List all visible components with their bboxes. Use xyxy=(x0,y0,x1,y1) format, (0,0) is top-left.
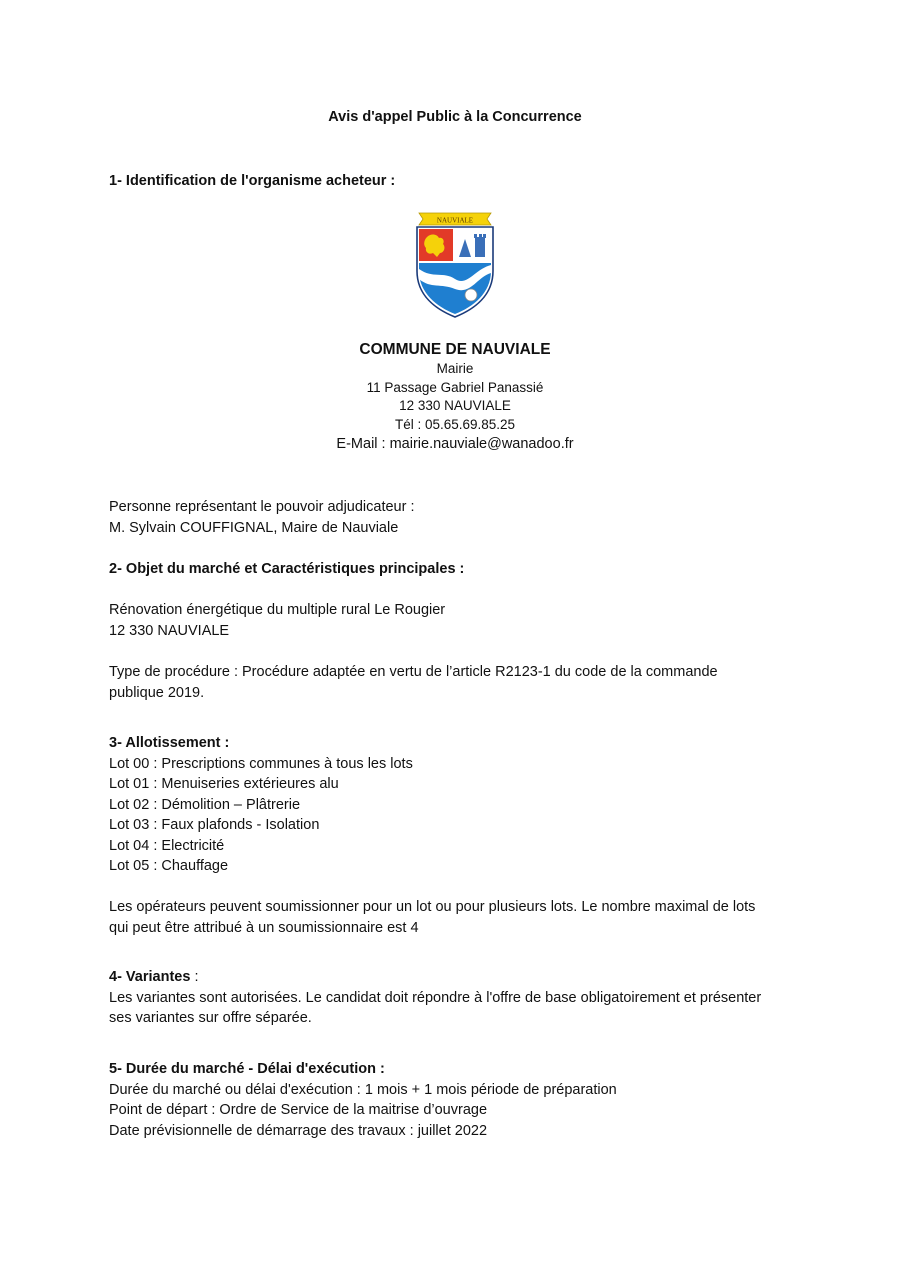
section4-heading-line xyxy=(109,967,809,988)
commune-office: Mairie xyxy=(436,361,474,376)
lot-item: Lot 05 : Chauffage xyxy=(109,858,229,874)
document-title: Avis d'appel Public à la Concurrence xyxy=(328,109,582,125)
object-line-1: Rénovation énergétique du multiple rural Le Rougier xyxy=(109,602,446,618)
variants-line-1: Les variantes sont autorisées. Le candidat doit répondre à l'offre de base obligatoirement et présenter xyxy=(109,989,762,1006)
commune-street: 11 Passage Gabriel Panassié xyxy=(366,379,544,395)
commune-address-block xyxy=(0,340,910,454)
commune-name: COMMUNE DE NAUVIALE xyxy=(359,341,551,358)
object-line-2: 12 330 NAUVIALE xyxy=(109,622,230,639)
procedure-line-1: Type de procédure : Procédure adaptée en vertu de l’article R2123-1 du code de la commande xyxy=(109,664,718,680)
start-date-line: Date prévisionnelle de démarrage des travaux : juillet 2022 xyxy=(109,1122,488,1139)
lots-note-line-1: Les opérateurs peuvent soumissionner pour un lot ou pour plusieurs lots. Le nombre maximal de lots xyxy=(109,899,756,915)
section2-procedure xyxy=(109,662,809,703)
section3-note xyxy=(109,897,809,938)
lots-note-line-2: qui peut être attribué à un soumissionnaire est 4 xyxy=(109,919,419,936)
section4-heading: 4- Variantes xyxy=(109,969,191,985)
section2-heading: 2- Objet du marché et Caractéristiques principales : xyxy=(109,561,465,577)
lot-item: Lot 04 : Electricité xyxy=(109,837,225,854)
section3-block xyxy=(109,733,809,877)
commune-crest-logo xyxy=(413,209,497,319)
lot-item: Lot 01 : Menuiseries extérieures alu xyxy=(109,776,339,792)
lot-item: Lot 03 : Faux plafonds - Isolation xyxy=(109,817,320,833)
representative-name: M. Sylvain COUFFIGNAL, Maire de Nauviale xyxy=(109,519,399,536)
variants-line-2: ses variantes sur offre séparée. xyxy=(109,1010,312,1026)
start-point-line: Point de départ : Ordre de Service de la maitrise d’ouvrage xyxy=(109,1102,488,1118)
section5-heading: 5- Durée du marché - Délai d'exécution : xyxy=(109,1061,385,1077)
section4-heading-suffix: : xyxy=(190,969,199,985)
lot-item: Lot 02 : Démolition – Plâtrerie xyxy=(109,796,301,813)
representative-label: Personne représentant le pouvoir adjudicateur : xyxy=(109,499,415,515)
section2-object xyxy=(109,600,809,641)
duration-line: Durée du marché ou délai d'exécution : 1 mois + 1 mois période de préparation xyxy=(109,1081,617,1098)
section5-block xyxy=(109,1059,809,1141)
commune-city: 12 330 NAUVIALE xyxy=(399,398,511,413)
procedure-line-2: publique 2019. xyxy=(109,684,205,701)
commune-email: E-Mail : mairie.nauviale@wanadoo.fr xyxy=(336,436,574,452)
lot-item: Lot 00 : Prescriptions communes à tous les lots xyxy=(109,755,413,772)
section1-heading: 1- Identification de l'organisme acheteur : xyxy=(109,173,396,189)
svg-text:NAUVIALE: NAUVIALE xyxy=(436,216,474,225)
commune-phone: Tél : 05.65.69.85.25 xyxy=(394,416,516,432)
representative-block xyxy=(109,497,809,538)
section4-block xyxy=(109,967,809,1029)
section3-heading: 3- Allotissement : xyxy=(109,735,230,751)
